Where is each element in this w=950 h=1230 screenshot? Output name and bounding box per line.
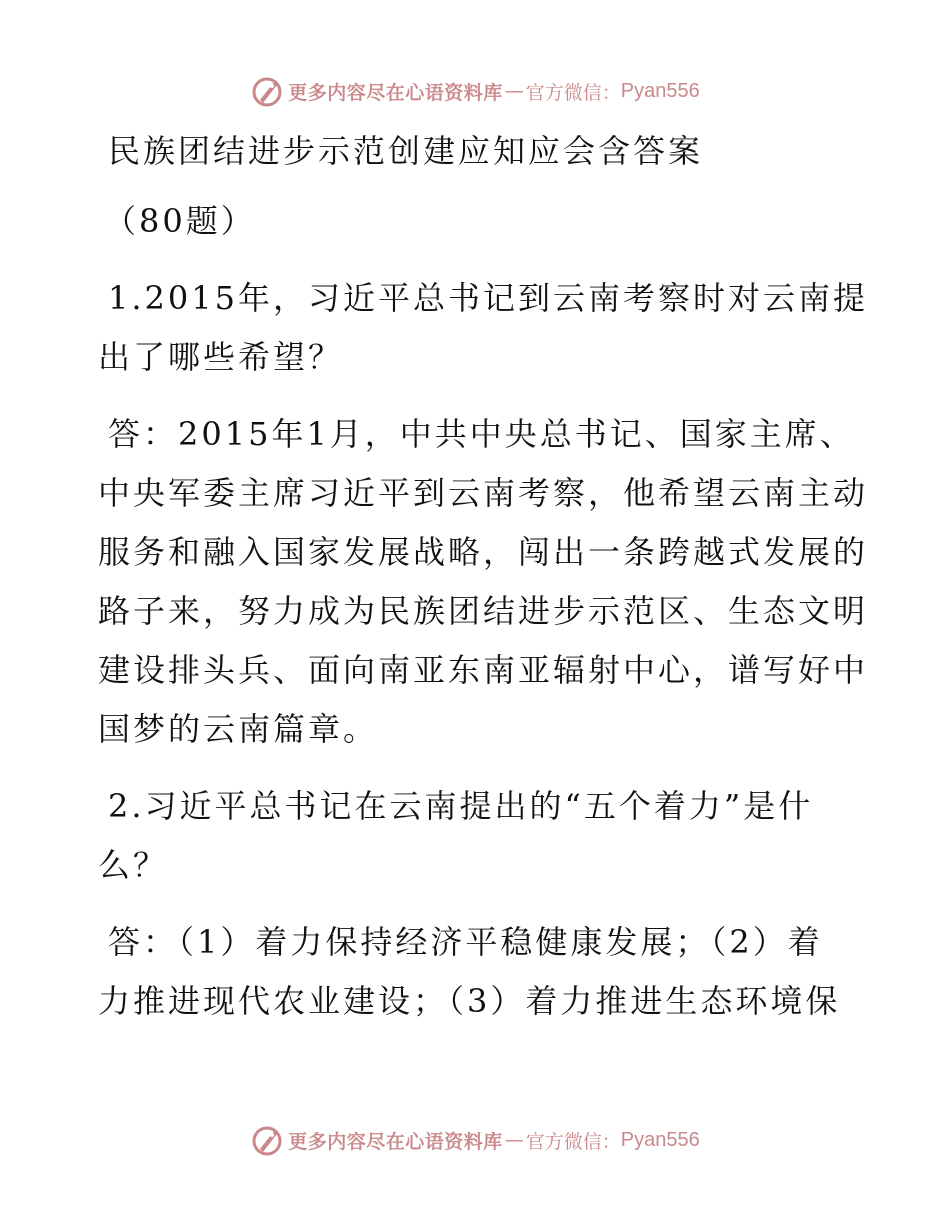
answer-1-line-2: 中央军委主席习近平到云南考察，他希望云南主动 [98,474,869,512]
answer-1-line-3: 服务和融入国家发展战略，闯出一条跨越式发展的 [98,533,869,571]
watermark-wechat-id: Pyan556 [620,1128,700,1151]
answer-2-line-2: 力推进现代农业建设；（3）着力推进生态环境保 [98,982,841,1020]
watermark-separator: — [504,80,524,102]
question-2-line-1: 2.习近平总书记在云南提出的“五个着力”是什 [108,787,814,825]
question-1-line-2: 出了哪些希望？ [98,338,344,376]
pen-nib-circle-icon [250,74,284,108]
answer-1-line-1: 答：2015年1月，中共中央总书记、国家主席、 [108,415,855,453]
watermark-wechat-label: 官方微信： [525,81,621,104]
question-1 [98,269,868,387]
watermark-wechat-label: 官方微信： [525,1130,621,1153]
answer-1-line-6: 国梦的云南篇章。 [98,710,379,748]
answer-2-line-1: 答：（1）着力保持经济平稳健康发展；（2）着 [108,923,823,961]
pen-nib-circle-icon [250,1123,284,1157]
watermark-separator: — [504,1129,524,1151]
watermark-banner-bottom [0,1120,950,1160]
document-body [98,122,869,1031]
answer-2 [98,913,858,1031]
question-2-line-2: 么？ [98,846,169,884]
question-2 [98,777,858,895]
watermark-banner-top [0,71,950,111]
answer-1 [98,405,869,759]
question-1-line-1: 1.2015年，习近平总书记到云南考察时对云南提 [108,279,868,317]
answer-1-line-4: 路子来，努力成为民族团结进步示范区、生态文明 [98,592,869,630]
answer-1-line-5: 建设排头兵、面向南亚东南亚辐射中心，谱写好中 [98,651,869,689]
document-title: 民族团结进步示范创建应知应会含答案 [108,132,704,170]
watermark-promo-text: 更多内容尽在心语资料库 [288,1130,503,1153]
document-subtitle: （80题） [104,202,256,240]
watermark-promo-text: 更多内容尽在心语资料库 [288,81,503,104]
watermark-wechat-id: Pyan556 [620,79,700,102]
